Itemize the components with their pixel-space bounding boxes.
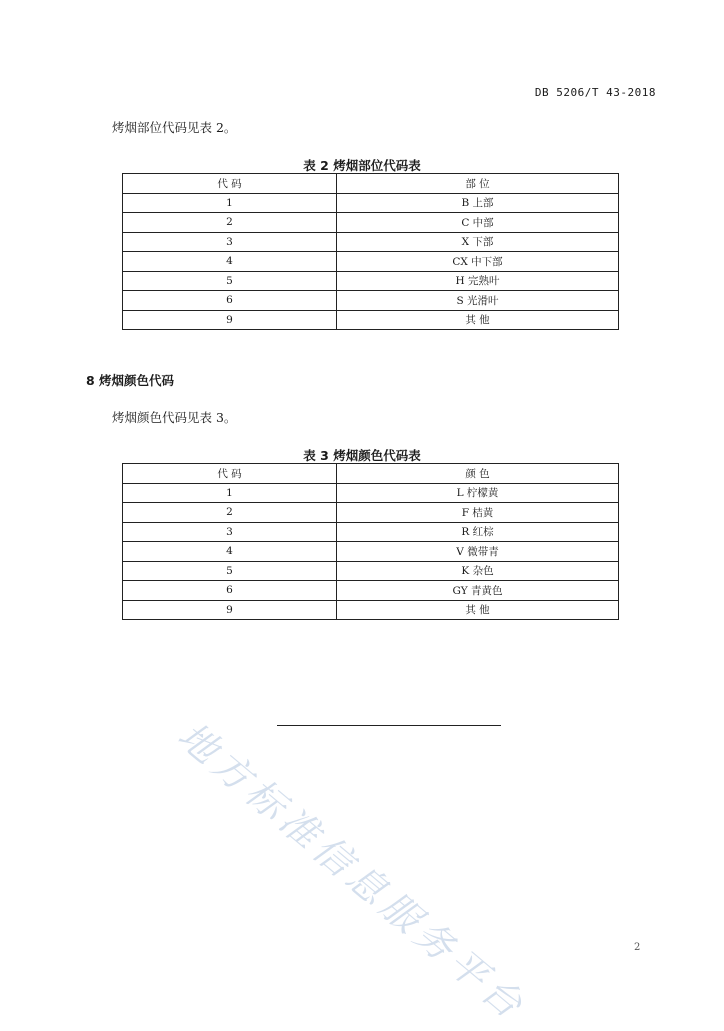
table-row: [123, 561, 619, 581]
table-cell-value: H 完熟叶: [337, 271, 619, 291]
table-cell-value: V 微带青: [337, 542, 619, 562]
table-row: [123, 600, 619, 620]
table-row: [123, 581, 619, 601]
table-cell-code: 6: [123, 581, 337, 601]
end-rule-divider: [277, 725, 501, 726]
table-row: [123, 483, 619, 503]
table-cell-value: 其 他: [337, 310, 619, 330]
table-row: [123, 271, 619, 291]
table-header-cell: 代 码: [123, 464, 337, 484]
table-cell-code: 1: [123, 193, 337, 213]
table-cell-code: 3: [123, 522, 337, 542]
paragraph-table3-ref: 烤烟颜色代码见表 3。: [112, 410, 237, 425]
table-cell-value: X 下部: [337, 232, 619, 252]
table-cell-code: 3: [123, 232, 337, 252]
document-code: DB 5206/T 43-2018: [534, 86, 656, 99]
page-number: 2: [634, 942, 641, 953]
table-header-cell: 颜 色: [337, 464, 619, 484]
table-row: [123, 291, 619, 311]
table-cell-value: C 中部: [337, 213, 619, 233]
table-cell-value: 其 他: [337, 600, 619, 620]
table-cell-code: 6: [123, 291, 337, 311]
table-cell-code: 4: [123, 542, 337, 562]
table-cell-code: 9: [123, 310, 337, 330]
watermark: 地方标准信息服务平台: [169, 713, 535, 1030]
table-row: [123, 522, 619, 542]
table2-title: 表 2 烤烟部位代码表: [303, 158, 421, 173]
table-row: [123, 193, 619, 213]
table-row: [123, 252, 619, 272]
section-heading-8: 8 烤烟颜色代码: [86, 373, 175, 388]
table-header-row: [123, 464, 619, 484]
table-cell-code: 5: [123, 271, 337, 291]
table-cell-code: 9: [123, 600, 337, 620]
table2: [122, 173, 619, 330]
table-cell-value: K 杂色: [337, 561, 619, 581]
table-cell-code: 2: [123, 213, 337, 233]
table-row: [123, 503, 619, 523]
table-cell-code: 5: [123, 561, 337, 581]
table-cell-value: B 上部: [337, 193, 619, 213]
table-cell-code: 2: [123, 503, 337, 523]
table3: [122, 463, 619, 620]
table-cell-value: L 柠檬黄: [337, 483, 619, 503]
table-cell-value: CX 中下部: [337, 252, 619, 272]
paragraph-table2-ref: 烤烟部位代码见表 2。: [112, 120, 237, 135]
table-cell-value: R 红棕: [337, 522, 619, 542]
table-cell-value: F 桔黄: [337, 503, 619, 523]
table-row: [123, 213, 619, 233]
table-header-row: [123, 174, 619, 194]
table-cell-value: S 光滑叶: [337, 291, 619, 311]
table-cell-value: GY 青黄色: [337, 581, 619, 601]
table-header-cell: 部 位: [337, 174, 619, 194]
table-header-cell: 代 码: [123, 174, 337, 194]
table-row: [123, 232, 619, 252]
table-cell-code: 1: [123, 483, 337, 503]
table-row: [123, 542, 619, 562]
table3-title: 表 3 烤烟颜色代码表: [303, 448, 421, 463]
table-cell-code: 4: [123, 252, 337, 272]
table-row: [123, 310, 619, 330]
